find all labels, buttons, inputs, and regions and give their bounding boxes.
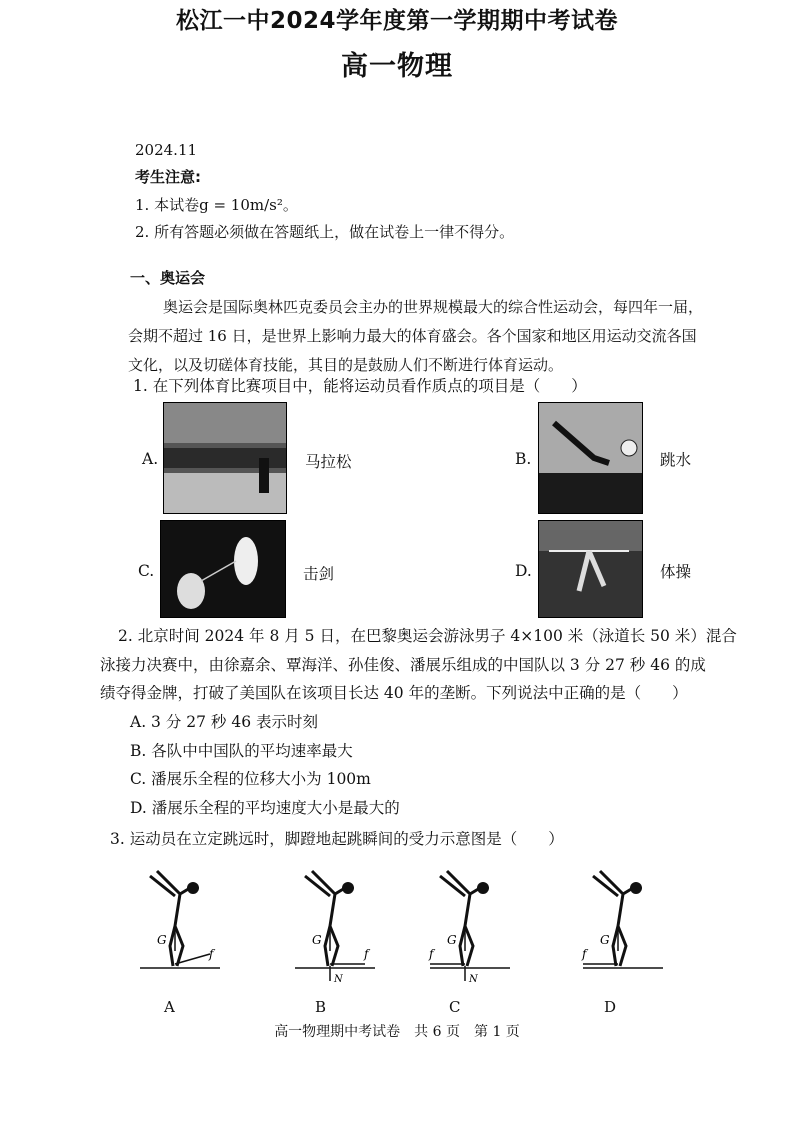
q2-stem-line-3: 绩夺得金牌，打破了美国队在该项目长达 40 年的垄断。下列说法中正确的是（ ） [100, 684, 688, 702]
q3-label-d: D [604, 998, 617, 1016]
force-diagram-c [425, 866, 515, 986]
q3-label-b: B [315, 998, 327, 1016]
q3-stem: 3. 运动员在立定跳远时，脚蹬地起跳瞬间的受力示意图是（ ） [110, 830, 564, 848]
q1-stem: 1. 在下列体育比赛项目中，能将运动员看作质点的项目是（ ） [133, 377, 587, 395]
notice-item-2: 2. 所有答题必须做在答题纸上，做在试卷上一律不得分。 [135, 223, 515, 241]
q2-option-d: D. 潘展乐全程的平均速度大小是最大的 [130, 799, 400, 817]
q3-label-a: A [164, 998, 175, 1016]
q2-stem-line-1: 2. 北京时间 2024 年 8 月 5 日，在巴黎奥运会游泳男子 4×100 米（泳道长 50 米）混合 [118, 627, 737, 645]
force-label-f: f [364, 947, 369, 961]
q2-stem-line-2: 泳接力决赛中，由徐嘉余、覃海洋、孙佳俊、潘展乐组成的中国队以 3 分 27 秒 46 的成 [100, 656, 706, 674]
section-intro-line-3: 文化，以及切磋体育技能，其目的是鼓励人们不断进行体育运动。 [128, 356, 564, 374]
q1-option-a-label: 马拉松 [305, 453, 352, 471]
q1-option-d-label: 体操 [660, 563, 692, 581]
force-label-g: G [447, 933, 457, 947]
q3-label-c: C [449, 998, 461, 1016]
q1-option-c-label: 击剑 [303, 565, 335, 583]
force-label-f: f [582, 947, 587, 961]
section-intro-line-2: 会期不超过 16 日，是世界上影响力最大的体育盛会。各个国家和地区用运动交流各国 [128, 327, 697, 345]
notice-title: 考生注意: [135, 168, 201, 186]
force-diagram-d [578, 866, 668, 986]
section-heading: 一、奥运会 [130, 269, 206, 287]
section-intro-line-1: 奥运会是国际奥林匹克委员会主办的世界规模最大的综合性运动会，每四年一届， [163, 298, 704, 316]
q2-option-a: A. 3 分 27 秒 46 表示时刻 [130, 713, 318, 731]
q1-option-c-letter: C. [138, 562, 155, 580]
diving-photo [538, 402, 643, 514]
force-label-g: G [157, 933, 167, 947]
q2-option-c: C. 潘展乐全程的位移大小为 100m [130, 770, 371, 788]
notice-item-1: 1. 本试卷g = 10m/s²。 [135, 196, 298, 214]
q1-option-d-letter: D. [515, 562, 532, 580]
q2-option-b: B. 各队中中国队的平均速率最大 [130, 742, 353, 760]
force-label-n: N [469, 974, 478, 985]
q1-option-b-label: 跳水 [660, 451, 692, 469]
marathon-photo [163, 402, 287, 514]
force-diagram-b [290, 866, 380, 986]
force-label-n: N [334, 974, 343, 985]
q1-option-a-letter: A. [142, 450, 159, 468]
fencing-photo [160, 520, 286, 618]
page-footer: 高一物理期中考试卷 共 6 页 第 1 页 [274, 1024, 520, 1040]
force-diagram-a [135, 866, 225, 986]
exam-title: 松江一中2024学年度第一学期期中考试卷 [175, 8, 618, 34]
gymnastics-photo [538, 520, 643, 618]
exam-date: 2024.11 [135, 141, 198, 159]
force-label-g: G [600, 933, 610, 947]
q1-option-b-letter: B. [515, 450, 532, 468]
exam-subject: 高一物理 [341, 51, 453, 82]
force-label-g: G [312, 933, 322, 947]
force-label-f: f [429, 947, 434, 961]
force-label-f: f [209, 947, 214, 961]
